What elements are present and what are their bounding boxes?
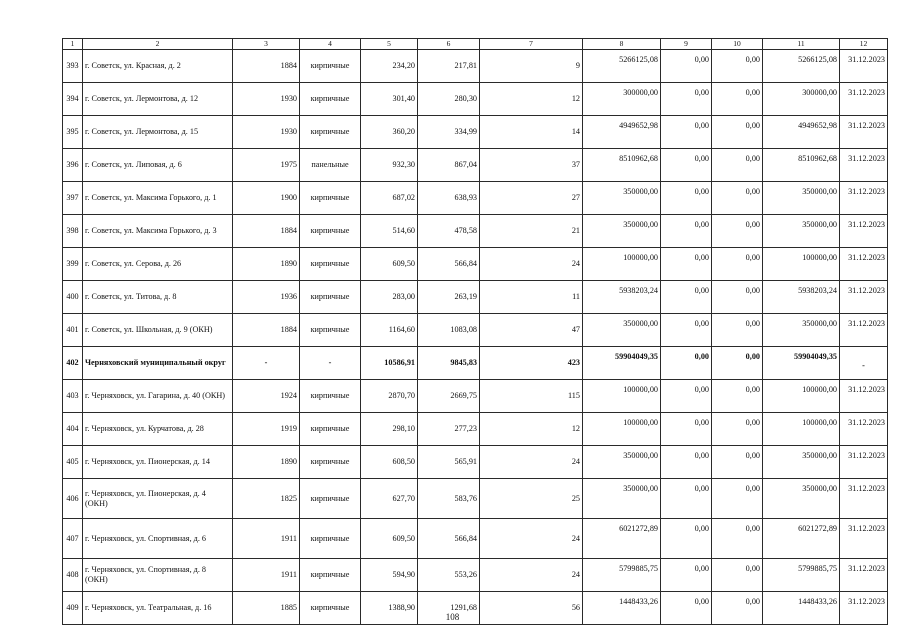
fund-cost-cell: 0,00 xyxy=(661,248,712,281)
address-cell: г. Черняховск, ул. Спортивная, д. 8 (ОКН) xyxy=(83,559,233,592)
row-number: 400 xyxy=(63,281,83,314)
column-header-6: 6 xyxy=(418,39,480,50)
deadline-date-cell: 31.12.2023 xyxy=(840,413,888,446)
wall-material-cell: кирпичные xyxy=(300,248,361,281)
year-built-cell: 1911 xyxy=(233,559,300,592)
column-header-10: 10 xyxy=(712,39,763,50)
year-built-cell: 1825 xyxy=(233,479,300,519)
wall-material-cell: кирпичные xyxy=(300,116,361,149)
living-area-cell: 217,81 xyxy=(418,50,480,83)
owner-cost-cell: 350000,00 xyxy=(763,182,840,215)
fund-cost-cell: 0,00 xyxy=(661,281,712,314)
column-header-5: 5 xyxy=(361,39,418,50)
deadline-date-cell: 31.12.2023 xyxy=(840,248,888,281)
year-built-cell: 1900 xyxy=(233,182,300,215)
budget-cost-cell: 0,00 xyxy=(712,479,763,519)
owner-cost-cell: 5266125,08 xyxy=(763,50,840,83)
total-cost-cell: 350000,00 xyxy=(583,182,661,215)
wall-material-cell: кирпичные xyxy=(300,281,361,314)
fund-cost-cell: 0,00 xyxy=(661,413,712,446)
address-cell: г. Советск, ул. Липовая, д. 6 xyxy=(83,149,233,182)
fund-cost-cell: 0,00 xyxy=(661,116,712,149)
fund-cost-cell: 0,00 xyxy=(661,50,712,83)
residents-cell: 24 xyxy=(480,519,583,559)
table-row xyxy=(63,446,888,479)
residents-cell: 115 xyxy=(480,380,583,413)
living-area-cell: 277,23 xyxy=(418,413,480,446)
row-number: 394 xyxy=(63,83,83,116)
year-built-cell: 1930 xyxy=(233,83,300,116)
deadline-date-cell: 31.12.2023 xyxy=(840,281,888,314)
living-area-cell: 2669,75 xyxy=(418,380,480,413)
owner-cost-cell: 8510962,68 xyxy=(763,149,840,182)
owner-cost-cell: 5938203,24 xyxy=(763,281,840,314)
total-cost-cell: 300000,00 xyxy=(583,83,661,116)
fund-cost-cell: 0,00 xyxy=(661,182,712,215)
budget-cost-cell: 0,00 xyxy=(712,182,763,215)
column-number-header xyxy=(63,39,888,50)
total-cost-cell: 1448433,26 xyxy=(583,592,661,625)
table-row xyxy=(63,83,888,116)
total-cost-cell: 350000,00 xyxy=(583,479,661,519)
row-number: 404 xyxy=(63,413,83,446)
table-row xyxy=(63,559,888,592)
budget-cost-cell: 0,00 xyxy=(712,116,763,149)
residents-cell: 12 xyxy=(480,413,583,446)
living-area-cell: 566,84 xyxy=(418,519,480,559)
address-cell: г. Советск, ул. Лермонтова, д. 12 xyxy=(83,83,233,116)
wall-material-cell: кирпичные xyxy=(300,479,361,519)
total-cost-cell: 100000,00 xyxy=(583,248,661,281)
total-area-cell: 609,50 xyxy=(361,248,418,281)
row-number: 398 xyxy=(63,215,83,248)
year-built-cell: 1911 xyxy=(233,519,300,559)
deadline-date-cell: 31.12.2023 xyxy=(840,314,888,347)
owner-cost-cell: 350000,00 xyxy=(763,215,840,248)
fund-cost-cell: 0,00 xyxy=(661,83,712,116)
deadline-date-cell: 31.12.2023 xyxy=(840,50,888,83)
living-area-cell: 867,04 xyxy=(418,149,480,182)
column-header-2: 2 xyxy=(83,39,233,50)
owner-cost-cell: 4949652,98 xyxy=(763,116,840,149)
owner-cost-cell: 100000,00 xyxy=(763,248,840,281)
living-area-cell: 280,30 xyxy=(418,83,480,116)
residents-cell: 56 xyxy=(480,592,583,625)
table-row xyxy=(63,215,888,248)
address-cell: г. Черняховск, ул. Пионерская, д. 14 xyxy=(83,446,233,479)
fund-cost-cell: 0,00 xyxy=(661,215,712,248)
address-cell: г. Советск, ул. Лермонтова, д. 15 xyxy=(83,116,233,149)
address-cell: г. Советск, ул. Максима Горького, д. 3 xyxy=(83,215,233,248)
deadline-date-cell: 31.12.2023 xyxy=(840,149,888,182)
address-cell: г. Советск, ул. Максима Горького, д. 1 xyxy=(83,182,233,215)
total-cost-cell: 6021272,89 xyxy=(583,519,661,559)
total-area-cell: 301,40 xyxy=(361,83,418,116)
table-row xyxy=(63,116,888,149)
deadline-date-cell: 31.12.2023 xyxy=(840,215,888,248)
address-cell: г. Советск, ул. Красная, д. 2 xyxy=(83,50,233,83)
row-number: 407 xyxy=(63,519,83,559)
total-area-cell: 608,50 xyxy=(361,446,418,479)
living-area-cell: 565,91 xyxy=(418,446,480,479)
wall-material-cell: кирпичные xyxy=(300,215,361,248)
row-number: 393 xyxy=(63,50,83,83)
residents-cell: 24 xyxy=(480,248,583,281)
year-built-cell: 1885 xyxy=(233,592,300,625)
year-built-cell: - xyxy=(233,347,300,380)
total-cost-cell: 5799885,75 xyxy=(583,559,661,592)
residents-cell: 24 xyxy=(480,559,583,592)
column-header-4: 4 xyxy=(300,39,361,50)
deadline-date-cell: 31.12.2023 xyxy=(840,519,888,559)
column-header-9: 9 xyxy=(661,39,712,50)
residents-cell: 21 xyxy=(480,215,583,248)
table-row xyxy=(63,149,888,182)
living-area-cell: 478,58 xyxy=(418,215,480,248)
owner-cost-cell: 5799885,75 xyxy=(763,559,840,592)
budget-cost-cell: 0,00 xyxy=(712,592,763,625)
table-row xyxy=(63,314,888,347)
fund-cost-cell: 0,00 xyxy=(661,519,712,559)
deadline-date-cell: 31.12.2023 xyxy=(840,446,888,479)
budget-cost-cell: 0,00 xyxy=(712,413,763,446)
wall-material-cell: кирпичные xyxy=(300,413,361,446)
row-number: 406 xyxy=(63,479,83,519)
residents-cell: 47 xyxy=(480,314,583,347)
total-cost-cell: 5266125,08 xyxy=(583,50,661,83)
wall-material-cell: кирпичные xyxy=(300,182,361,215)
year-built-cell: 1936 xyxy=(233,281,300,314)
year-built-cell: 1890 xyxy=(233,446,300,479)
budget-cost-cell: 0,00 xyxy=(712,519,763,559)
total-area-cell: 360,20 xyxy=(361,116,418,149)
table-row xyxy=(63,413,888,446)
deadline-date-cell: 31.12.2023 xyxy=(840,592,888,625)
row-number: 397 xyxy=(63,182,83,215)
budget-cost-cell: 0,00 xyxy=(712,281,763,314)
row-number: 402 xyxy=(63,347,83,380)
owner-cost-cell: 100000,00 xyxy=(763,413,840,446)
total-cost-cell: 350000,00 xyxy=(583,446,661,479)
fund-cost-cell: 0,00 xyxy=(661,446,712,479)
living-area-cell: 1291,68 xyxy=(418,592,480,625)
deadline-date-cell: 31.12.2023 xyxy=(840,479,888,519)
row-number: 409 xyxy=(63,592,83,625)
year-built-cell: 1975 xyxy=(233,149,300,182)
table-row xyxy=(63,380,888,413)
owner-cost-cell: 350000,00 xyxy=(763,446,840,479)
year-built-cell: 1919 xyxy=(233,413,300,446)
budget-cost-cell: 0,00 xyxy=(712,314,763,347)
total-cost-cell: 100000,00 xyxy=(583,380,661,413)
row-number: 405 xyxy=(63,446,83,479)
total-area-cell: 609,50 xyxy=(361,519,418,559)
total-area-cell: 10586,91 xyxy=(361,347,418,380)
wall-material-cell: кирпичные xyxy=(300,592,361,625)
wall-material-cell: кирпичные xyxy=(300,50,361,83)
deadline-date-cell: 31.12.2023 xyxy=(840,83,888,116)
address-cell: г. Черняховск, ул. Гагарина, д. 40 (ОКН) xyxy=(83,380,233,413)
address-cell: г. Черняховск, ул. Пионерская, д. 4 (ОКН) xyxy=(83,479,233,519)
total-area-cell: 514,60 xyxy=(361,215,418,248)
total-cost-cell: 8510962,68 xyxy=(583,149,661,182)
owner-cost-cell: 59904049,35 xyxy=(763,347,840,380)
year-built-cell: 1924 xyxy=(233,380,300,413)
row-number: 401 xyxy=(63,314,83,347)
deadline-date-cell: 31.12.2023 xyxy=(840,380,888,413)
deadline-date-cell: 31.12.2023 xyxy=(840,559,888,592)
residents-cell: 25 xyxy=(480,479,583,519)
residents-cell: 12 xyxy=(480,83,583,116)
budget-cost-cell: 0,00 xyxy=(712,248,763,281)
wall-material-cell: - xyxy=(300,347,361,380)
page-number: 108 xyxy=(445,612,460,622)
year-built-cell: 1884 xyxy=(233,215,300,248)
wall-material-cell: кирпичные xyxy=(300,83,361,116)
column-header-3: 3 xyxy=(233,39,300,50)
total-area-cell: 298,10 xyxy=(361,413,418,446)
year-built-cell: 1890 xyxy=(233,248,300,281)
table-row xyxy=(63,248,888,281)
address-cell: г. Черняховск, ул. Курчатова, д. 28 xyxy=(83,413,233,446)
year-built-cell: 1930 xyxy=(233,116,300,149)
living-area-cell: 566,84 xyxy=(418,248,480,281)
budget-cost-cell: 0,00 xyxy=(712,215,763,248)
residents-cell: 14 xyxy=(480,116,583,149)
fund-cost-cell: 0,00 xyxy=(661,314,712,347)
address-cell: г. Черняховск, ул. Спортивная, д. 6 xyxy=(83,519,233,559)
budget-cost-cell: 0,00 xyxy=(712,559,763,592)
owner-cost-cell: 6021272,89 xyxy=(763,519,840,559)
total-area-cell: 1388,90 xyxy=(361,592,418,625)
subtotal-row xyxy=(63,347,888,380)
year-built-cell: 1884 xyxy=(233,314,300,347)
living-area-cell: 1083,08 xyxy=(418,314,480,347)
total-area-cell: 594,90 xyxy=(361,559,418,592)
total-cost-cell: 5938203,24 xyxy=(583,281,661,314)
budget-cost-cell: 0,00 xyxy=(712,347,763,380)
residents-cell: 11 xyxy=(480,281,583,314)
total-cost-cell: 350000,00 xyxy=(583,215,661,248)
total-area-cell: 2870,70 xyxy=(361,380,418,413)
living-area-cell: 553,26 xyxy=(418,559,480,592)
total-cost-cell: 4949652,98 xyxy=(583,116,661,149)
total-cost-cell: 59904049,35 xyxy=(583,347,661,380)
total-area-cell: 283,00 xyxy=(361,281,418,314)
total-area-cell: 932,30 xyxy=(361,149,418,182)
living-area-cell: 583,76 xyxy=(418,479,480,519)
row-number: 403 xyxy=(63,380,83,413)
total-area-cell: 1164,60 xyxy=(361,314,418,347)
owner-cost-cell: 350000,00 xyxy=(763,314,840,347)
deadline-date-cell: 31.12.2023 xyxy=(840,116,888,149)
deadline-date-cell: 31.12.2023 xyxy=(840,182,888,215)
living-area-cell: 9845,83 xyxy=(418,347,480,380)
wall-material-cell: панельные xyxy=(300,149,361,182)
residents-cell: 423 xyxy=(480,347,583,380)
fund-cost-cell: 0,00 xyxy=(661,380,712,413)
residents-cell: 9 xyxy=(480,50,583,83)
budget-cost-cell: 0,00 xyxy=(712,380,763,413)
owner-cost-cell: 350000,00 xyxy=(763,479,840,519)
address-cell: г. Советск, ул. Серова, д. 26 xyxy=(83,248,233,281)
column-header-7: 7 xyxy=(480,39,583,50)
residents-cell: 24 xyxy=(480,446,583,479)
wall-material-cell: кирпичные xyxy=(300,446,361,479)
wall-material-cell: кирпичные xyxy=(300,559,361,592)
living-area-cell: 638,93 xyxy=(418,182,480,215)
table-row xyxy=(63,50,888,83)
fund-cost-cell: 0,00 xyxy=(661,479,712,519)
table-row xyxy=(63,182,888,215)
row-number: 395 xyxy=(63,116,83,149)
column-header-1: 1 xyxy=(63,39,83,50)
year-built-cell: 1884 xyxy=(233,50,300,83)
total-cost-cell: 100000,00 xyxy=(583,413,661,446)
address-cell: г. Черняховск, ул. Театральная, д. 16 xyxy=(83,592,233,625)
address-cell: Черняховский муниципальный округ xyxy=(83,347,233,380)
wall-material-cell: кирпичные xyxy=(300,380,361,413)
fund-cost-cell: 0,00 xyxy=(661,559,712,592)
wall-material-cell: кирпичные xyxy=(300,314,361,347)
table-row xyxy=(63,479,888,519)
deadline-date-cell: - xyxy=(840,347,888,380)
address-cell: г. Советск, ул. Школьная, д. 9 (ОКН) xyxy=(83,314,233,347)
wall-material-cell: кирпичные xyxy=(300,519,361,559)
fund-cost-cell: 0,00 xyxy=(661,149,712,182)
column-header-8: 8 xyxy=(583,39,661,50)
total-area-cell: 687,02 xyxy=(361,182,418,215)
owner-cost-cell: 1448433,26 xyxy=(763,592,840,625)
row-number: 396 xyxy=(63,149,83,182)
budget-cost-cell: 0,00 xyxy=(712,446,763,479)
column-header-12: 12 xyxy=(840,39,888,50)
table-row xyxy=(63,519,888,559)
row-number: 399 xyxy=(63,248,83,281)
row-number: 408 xyxy=(63,559,83,592)
column-header-11: 11 xyxy=(763,39,840,50)
budget-cost-cell: 0,00 xyxy=(712,50,763,83)
owner-cost-cell: 300000,00 xyxy=(763,83,840,116)
total-area-cell: 627,70 xyxy=(361,479,418,519)
total-cost-cell: 350000,00 xyxy=(583,314,661,347)
owner-cost-cell: 100000,00 xyxy=(763,380,840,413)
fund-cost-cell: 0,00 xyxy=(661,347,712,380)
living-area-cell: 263,19 xyxy=(418,281,480,314)
housing-register-table xyxy=(62,38,888,625)
total-area-cell: 234,20 xyxy=(361,50,418,83)
living-area-cell: 334,99 xyxy=(418,116,480,149)
residents-cell: 27 xyxy=(480,182,583,215)
table-row xyxy=(63,281,888,314)
budget-cost-cell: 0,00 xyxy=(712,149,763,182)
fund-cost-cell: 0,00 xyxy=(661,592,712,625)
budget-cost-cell: 0,00 xyxy=(712,83,763,116)
residents-cell: 37 xyxy=(480,149,583,182)
address-cell: г. Советск, ул. Титова, д. 8 xyxy=(83,281,233,314)
